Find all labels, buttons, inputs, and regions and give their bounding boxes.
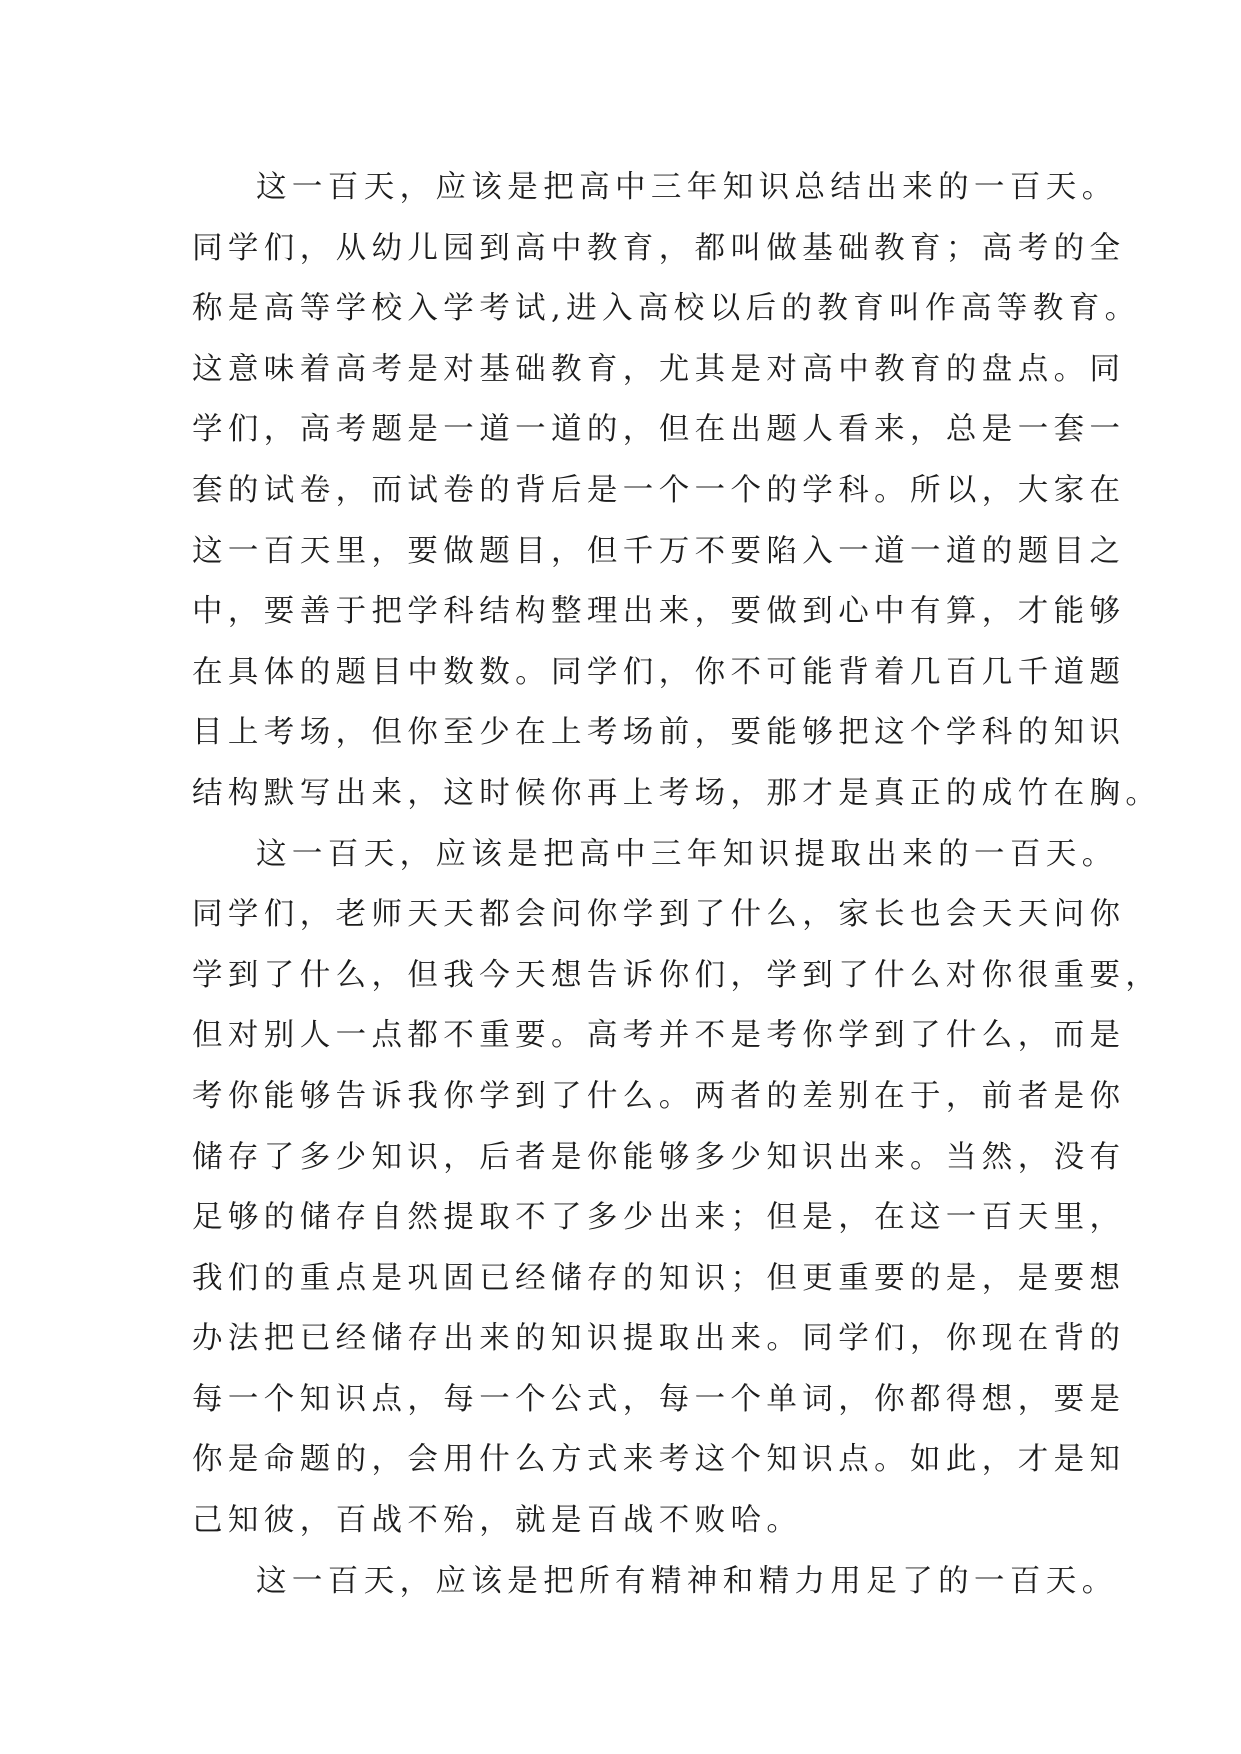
paragraph-3-line-1: 这一百天，应该是把所有精神和精力用足了的一百天。: [256, 1563, 1118, 1599]
paragraph-1-line-11: 结构默写出来，这时候你再上考场，那才是真正的成竹在胸。: [192, 775, 1162, 811]
paragraph-2-line-11: 你是命题的，会用什么方式来考这个知识点。如此，才是知: [192, 1442, 1126, 1478]
body-text: [192, 158, 1162, 1612]
paragraph-2-line-6: 储存了多少知识，后者是你能够多少知识出来。当然，没有: [192, 1139, 1126, 1175]
paragraph-1-line-4: 这意味着高考是对基础教育，尤其是对高中教育的盘点。同: [192, 351, 1126, 387]
paragraph-2-line-12: 己知彼，百战不殆，就是百战不败哈。: [192, 1503, 803, 1539]
paragraph-2-line-8: 我们的重点是巩固已经储存的知识；但更重要的是，是要想: [192, 1260, 1126, 1296]
paragraph-2-line-2: 同学们，老师天天都会问你学到了什么，家长也会天天问你: [192, 897, 1126, 933]
paragraph-2-line-10: 每一个知识点，每一个公式，每一个单词，你都得想，要是: [192, 1381, 1126, 1417]
paragraph-2-line-5: 考你能够告诉我你学到了什么。两者的差别在于，前者是你: [192, 1078, 1126, 1114]
paragraph-2-line-7: 足够的储存自然提取不了多少出来；但是，在这一百天里，: [192, 1200, 1126, 1236]
paragraph-1-line-3: 称是高等学校入学考试,进入高校以后的教育叫作高等教育。: [192, 291, 1141, 327]
paragraph-2-line-1: 这一百天，应该是把高中三年知识提取出来的一百天。: [256, 836, 1118, 872]
paragraph-2-line-3: 学到了什么，但我今天想告诉你们，学到了什么对你很重要，: [192, 957, 1162, 993]
paragraph-1-line-10: 目上考场，但你至少在上考场前，要能够把这个学科的知识: [192, 715, 1126, 751]
paragraph-1-line-7: 这一百天里，要做题目，但千万不要陷入一道一道的题目之: [192, 533, 1126, 569]
paragraph-1-line-6: 套的试卷，而试卷的背后是一个一个的学科。所以，大家在: [192, 472, 1126, 508]
paragraph-1-line-1: 这一百天，应该是把高中三年知识总结出来的一百天。: [256, 170, 1118, 205]
paragraph-1-line-5: 学们，高考题是一道一道的，但在出题人看来，总是一套一: [192, 412, 1126, 448]
paragraph-2-line-9: 办法把已经储存出来的知识提取出来。同学们，你现在背的: [192, 1321, 1126, 1357]
paragraph-2-line-4: 但对别人一点都不重要。高考并不是考你学到了什么，而是: [192, 1018, 1126, 1054]
paragraph-1-line-9: 在具体的题目中数数。同学们，你不可能背着几百几千道题: [192, 654, 1126, 690]
paragraph-1-line-2: 同学们，从幼儿园到高中教育，都叫做基础教育；高考的全: [192, 230, 1126, 266]
paragraph-1-line-8: 中，要善于把学科结构整理出来，要做到心中有算，才能够: [192, 594, 1126, 630]
